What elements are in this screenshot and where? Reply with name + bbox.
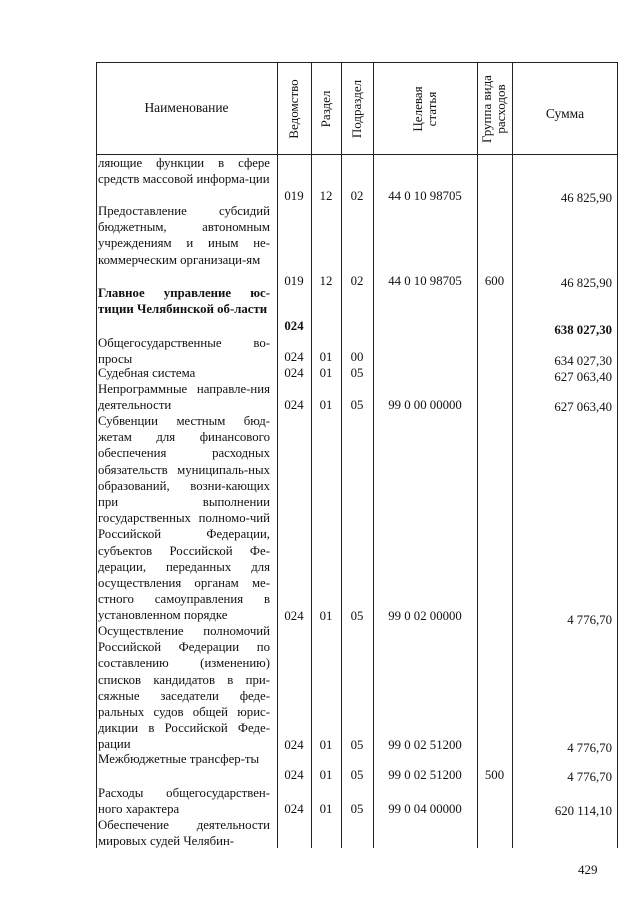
row-cel: 44 0 10 98705 [388, 274, 462, 288]
row-ved: 024 [284, 350, 304, 364]
row-pod: 02 [350, 274, 364, 288]
row-raz: 01 [319, 350, 333, 364]
row-sum: 46 825,90 [560, 276, 612, 290]
row-name: Главное управление юс-тиции Челябинской об-ласти [98, 286, 270, 317]
row-ved: 019 [284, 274, 304, 288]
page-number: 429 [578, 862, 598, 877]
col-divider-ved [277, 62, 278, 848]
table-right-border [617, 62, 618, 848]
row-grp: 600 [484, 274, 505, 288]
col-divider-sum [512, 62, 513, 848]
header-cel: Целевая статья [410, 86, 439, 132]
row-ved: 024 [284, 398, 304, 412]
row-raz: 01 [319, 609, 333, 623]
row-ved: 024 [284, 802, 304, 816]
row-pod: 05 [350, 802, 364, 816]
header-grp: Группа вида расходов [479, 75, 508, 143]
row-sum: 4 776,70 [567, 770, 612, 784]
row-pod: 05 [350, 366, 364, 380]
header-razdel: Раздел [318, 90, 333, 128]
row-ved: 024 [284, 609, 304, 623]
row-name: Расходы общегосударствен-ного характера [98, 786, 270, 817]
row-cel: 99 0 02 51200 [388, 738, 462, 752]
header-sum: Сумма [545, 106, 585, 121]
table-left-border [96, 62, 97, 848]
row-pod: 05 [350, 738, 364, 752]
row-ved: 024 [284, 768, 304, 782]
row-ved: 024 [284, 319, 304, 333]
row-sum: 634 027,30 [554, 354, 612, 368]
row-name: Межбюджетные трансфер-ты [98, 752, 260, 766]
table-top-border [96, 62, 618, 63]
row-name: Обеспечение деятельности мировых судей Челябин- [98, 818, 270, 849]
row-pod: 05 [350, 768, 364, 782]
row-grp: 500 [484, 768, 505, 782]
row-name: Предоставление субсидий бюджетным, автономным учреждениям и иным не-коммерческим организаци-ям [98, 204, 270, 267]
header-podrazdel: Подраздел [349, 79, 364, 139]
row-sum: 627 063,40 [554, 370, 612, 384]
row-sum: 627 063,40 [554, 400, 612, 414]
row-raz: 01 [319, 366, 333, 380]
row-sum: 638 027,30 [554, 323, 612, 337]
row-pod: 00 [350, 350, 364, 364]
row-cel: 99 0 00 00000 [388, 398, 462, 412]
row-name: Осуществление полномочий Российской Федерации по составлению (изменению) списков кандидатов в при-сяжные заседатели феде-ральных судов общей юрис-дикции в Российской Феде-рации [98, 624, 270, 752]
row-raz: 01 [319, 738, 333, 752]
row-name: Судебная система [98, 366, 196, 380]
row-pod: 05 [350, 609, 364, 623]
row-sum: 620 114,10 [554, 804, 612, 818]
row-ved: 019 [284, 189, 304, 203]
row-sum: 4 776,70 [567, 741, 612, 755]
row-raz: 12 [319, 189, 333, 203]
row-name: Общегосударственные во-просы [98, 336, 270, 367]
row-name: ляющие функции в сфере средств массовой информа-ции [98, 156, 270, 187]
row-ved: 024 [284, 366, 304, 380]
row-pod: 02 [350, 189, 364, 203]
row-name: Непрограммные направле-ния деятельности [98, 382, 270, 413]
row-sum: 4 776,70 [567, 613, 612, 627]
row-name: Субвенции местным бюд-жетам для финансового обеспечения расходных обязательств муниципаль-ных образований, возни-кающих при выполнении государственных полномо-чий Российской Федерации, субъектов Российской Фе-дерации, переданных для осуществления органам ме-стного самоуправления в установленном порядке [98, 414, 270, 623]
row-ved: 024 [284, 738, 304, 752]
col-divider-cel [373, 62, 374, 848]
header-ved: Ведомство [286, 79, 301, 139]
row-sum: 46 825,90 [560, 191, 612, 205]
header-name: Наименование [144, 100, 229, 115]
row-pod: 05 [350, 398, 364, 412]
row-cel: 99 0 02 51200 [388, 768, 462, 782]
budget-table [96, 62, 618, 848]
row-raz: 01 [319, 802, 333, 816]
row-raz: 12 [319, 274, 333, 288]
col-divider-pod [341, 62, 342, 848]
col-divider-grp [477, 62, 478, 848]
row-cel: 44 0 10 98705 [388, 189, 462, 203]
row-cel: 99 0 02 00000 [388, 609, 462, 623]
row-raz: 01 [319, 768, 333, 782]
row-cel: 99 0 04 00000 [388, 802, 462, 816]
col-divider-raz [311, 62, 312, 848]
row-raz: 01 [319, 398, 333, 412]
